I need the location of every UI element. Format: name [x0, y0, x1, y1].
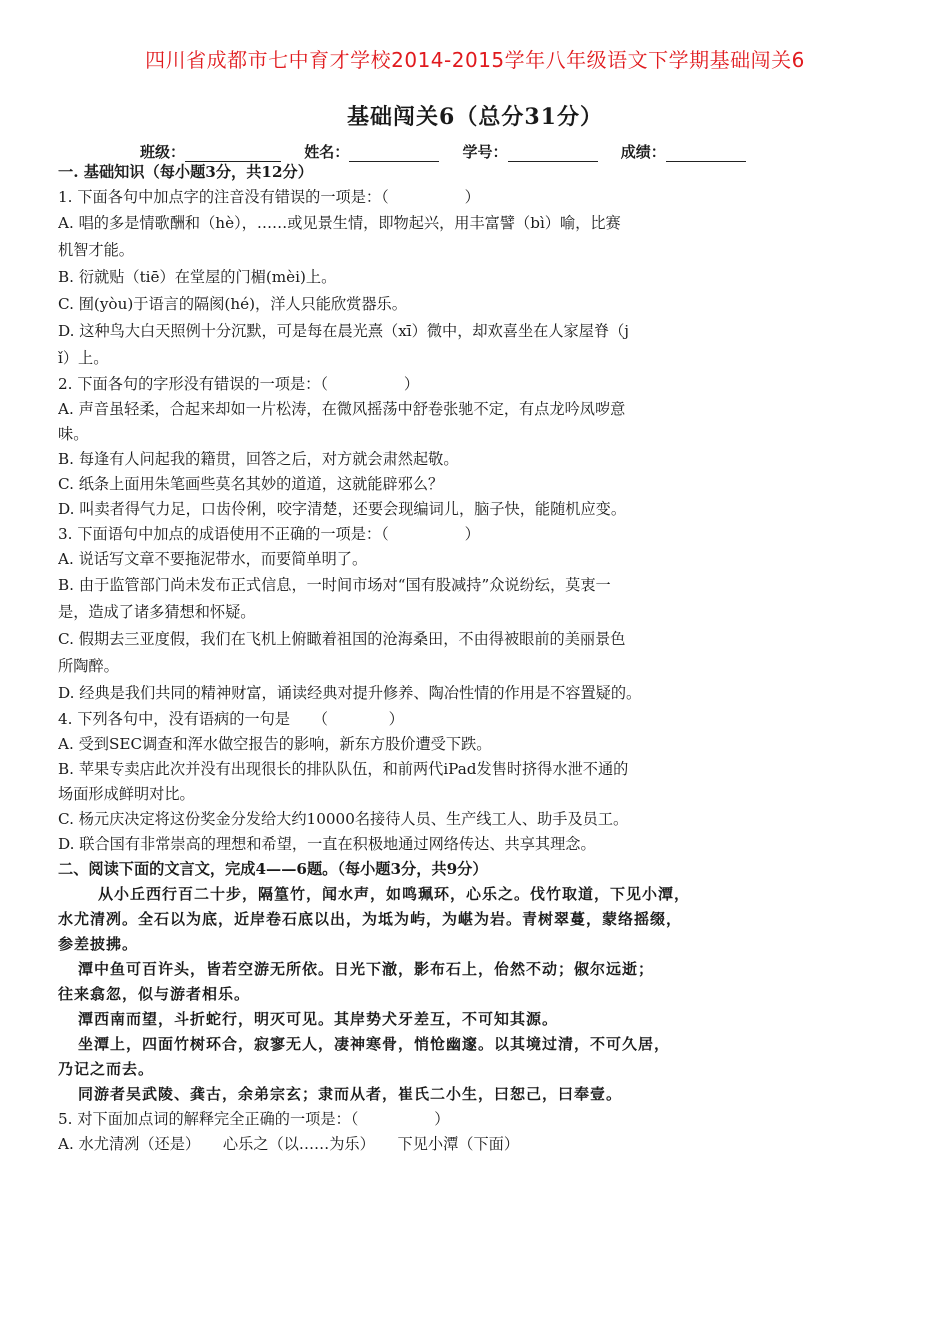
option-line: B. 衍就贴（tiē）在堂屋的门楣(mèi)上。	[58, 268, 337, 286]
question-stem: 2. 下面各句的字形没有错误的一项是：（ ）	[58, 375, 420, 393]
option-line: C. 囿(yòu)于语言的隔阂(hé)，洋人只能欣赏器乐。	[58, 295, 407, 313]
class-label: 班级：	[140, 143, 186, 161]
passage-line: 往来翕忽，似与游者相乐。	[58, 985, 251, 1003]
option-line: 场面形成鲜明对比。	[58, 785, 195, 803]
number-label: 学号：	[462, 143, 508, 161]
question-stem: 3. 下面语句中加点的成语使用不正确的一项是：（ ）	[58, 525, 480, 543]
score-label: 成绩：	[620, 143, 666, 161]
option-line: C. 杨元庆决定将这份奖金分发给大约10000名接待人员、生产线工人、助手及员工。	[58, 810, 629, 828]
option-line: A. 声音虽轻柔，合起来却如一片松涛，在微风摇荡中舒卷张驰不定，有点龙吟凤哕意	[58, 400, 626, 418]
option-line: 是，造成了诸多猜想和怀疑。	[58, 603, 256, 621]
option-line: ǐ）上。	[58, 349, 109, 367]
option-line: D. 经典是我们共同的精神财富，诵读经典对提升修养、陶冶性情的作用是不容置疑的。	[58, 684, 642, 702]
option-line: A. 受到SEC调查和浑水做空报告的影响，新东方股价遭受下跌。	[58, 735, 492, 753]
option-line: C. 纸条上面用朱笔画些莫名其妙的道道，这就能辟邪么？	[58, 475, 444, 493]
section-heading: 一. 基础知识（每小题3分，共12分）	[58, 163, 313, 181]
option-line: B. 苹果专卖店此次并没有出现很长的排队队伍，和前两代iPad发售时挤得水泄不通的	[58, 760, 629, 778]
passage-line: 坐潭上，四面竹树环合，寂寥无人，凄神寒骨，悄怆幽邃。以其境过清，不可久居，	[78, 1035, 671, 1053]
question-stem: 4. 下列各句中，没有语病的一句是 （ ）	[58, 710, 404, 728]
option-line: A. 唱的多是情歌酬和（hè），……或见景生情，即物起兴，用丰富譬（bì）喻，比赛	[58, 214, 621, 232]
option-line: 味。	[58, 425, 89, 443]
document-title: 四川省成都市七中育才学校2014-2015学年八年级语文下学期基础闯关6	[145, 48, 805, 72]
passage-line: 潭西南而望，斗折蛇行，明灭可见。其岸势犬牙差互，不可知其源。	[78, 1010, 559, 1028]
option-line: C. 假期去三亚度假，我们在飞机上俯瞰着祖国的沧海桑田，不由得被眼前的美丽景色	[58, 630, 626, 648]
name-label: 姓名：	[304, 143, 350, 161]
question-stem: 5. 对下面加点词的解释完全正确的一项是：（ ）	[58, 1110, 450, 1128]
option-line: B. 每逢有人问起我的籍贯，回答之后，对方就会肃然起敬。	[58, 450, 459, 468]
passage-line: 从小丘西行百二十步，隔篁竹，闻水声，如鸣珮环，心乐之。伐竹取道，下见小潭，	[98, 885, 691, 903]
passage-line: 同游者吴武陵、龚古，余弟宗玄；隶而从者，崔氏二小生，曰恕己，曰奉壹。	[78, 1085, 623, 1103]
option-line: B. 由于监管部门尚未发布正式信息，一时间市场对“国有股减持”众说纷纭，莫衷一	[58, 576, 611, 594]
option-line: A. 说话写文章不要拖泥带水，而要简单明了。	[58, 550, 368, 568]
section-heading: 二、阅读下面的文言文，完成4——6题。（每小题3分，共9分）	[58, 860, 488, 878]
exam-content	[58, 160, 798, 1157]
passage-line: 潭中鱼可百许头，皆若空游无所依。日光下澈，影布石上，佁然不动；俶尔远逝；	[78, 960, 655, 978]
option-line: A. 水尤清冽（还是） 心乐之（以……为乐） 下见小潭（下面）	[58, 1135, 520, 1153]
sheet-title: 基础闯关6（总分31分）	[347, 104, 603, 130]
passage-line: 水尤清冽。全石以为底，近岸卷石底以出，为坻为屿，为嵁为岩。青树翠蔓，蒙络摇缀，	[58, 910, 683, 928]
question-stem: 1. 下面各句中加点字的注音没有错误的一项是：（ ）	[58, 188, 480, 206]
option-line: D. 这种鸟大白天照例十分沉默，可是每在晨光熹（xī）微中，却欢喜坐在人家屋脊（j	[58, 322, 629, 340]
option-line: D. 联合国有非常崇高的理想和希望，一直在积极地通过网络传达、共享其理念。	[58, 835, 596, 853]
option-line: 机智才能。	[58, 241, 134, 259]
student-info-row	[140, 141, 840, 162]
option-line: D. 叫卖者得气力足，口齿伶俐，咬字清楚，还要会现编词儿，脑子快，能随机应变。	[58, 500, 627, 518]
option-line: 所陶醉。	[58, 657, 119, 675]
passage-line: 参差披拂。	[58, 935, 139, 953]
passage-line: 乃记之而去。	[58, 1060, 155, 1078]
